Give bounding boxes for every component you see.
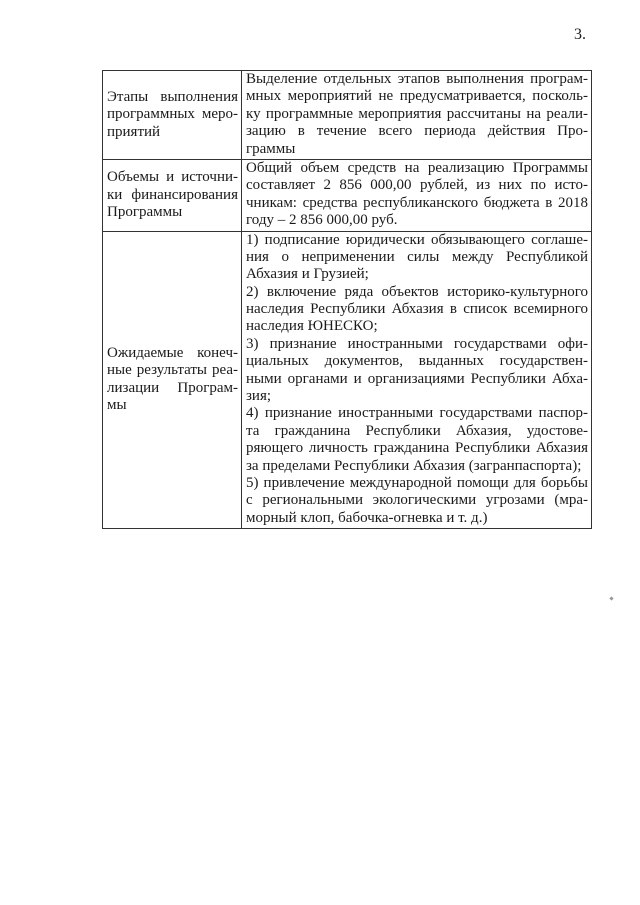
text-line: мных мероприятий не предусматривается, посколь- (246, 88, 588, 105)
text-line: Ожидаемые конеч- (107, 345, 238, 362)
text-line: 4) признание иностранными государствами паспор- (246, 405, 588, 422)
row-content-cell (242, 159, 592, 231)
text-line: приятий (107, 123, 161, 140)
text-line: Объемы и источни- (107, 169, 238, 186)
text-line: составляет 2 856 000,00 рублей, из них по исто- (246, 177, 588, 194)
text-line: году – 2 856 000,00 руб. (246, 212, 398, 229)
text-line: наследия ЮНЕСКО; (246, 318, 378, 335)
text-line: 3) признание иностранными государствами офи- (246, 335, 588, 352)
text-line: зия; (246, 388, 272, 405)
table-row (103, 71, 592, 160)
text-line: зацию в течение всего периода действия Про- (246, 123, 588, 140)
table-row (103, 159, 592, 231)
text-line: циальных документов, выданных государствен- (246, 353, 588, 370)
row-label-cell (103, 71, 242, 160)
program-passport-table (102, 70, 592, 529)
text-line: 1) подписание юридически обязывающего соглаше- (246, 231, 588, 248)
text-line: ния о неприменении силы между Республикой (246, 248, 588, 265)
text-line: мы (107, 397, 127, 414)
text-line: за пределами Республики Абхазия (загранпаспорта); (246, 457, 582, 474)
text-line: ку программные мероприятия рассчитаны на реали- (246, 105, 588, 122)
text-line: Программы (107, 203, 183, 220)
text-line: Выделение отдельных этапов выполнения програм- (246, 71, 588, 87)
text-line: программных меро- (107, 106, 238, 123)
text-line: лизации Програм- (107, 379, 238, 396)
text-line: с региональными экологическими угрозами (мра- (246, 492, 588, 509)
text-line: наследия Республики Абхазия в список всемирного (246, 301, 588, 318)
row-label-cell (103, 159, 242, 231)
text-line: ки финансирования (107, 186, 238, 203)
scan-speck (609, 596, 613, 600)
text-line: граммы (246, 140, 296, 157)
row-content-cell (242, 231, 592, 529)
text-line: ные результаты реа- (107, 362, 238, 379)
text-line: 2) включение ряда объектов историко-культурного (246, 283, 588, 300)
row-label-cell (103, 231, 242, 529)
page-number: 3. (574, 26, 586, 43)
table-row (103, 231, 592, 529)
text-line: морный клоп, бабочка-огневка и т. д.) (246, 509, 488, 526)
text-line: ными органами и организациями Республики Абха- (246, 370, 588, 387)
text-line: та гражданина Республики Абхазия, удостове- (246, 422, 588, 439)
text-line: Абхазия и Грузией; (246, 266, 369, 283)
row-content-cell (242, 71, 592, 160)
text-line: Этапы выполнения (107, 88, 238, 105)
text-line: Общий объем средств на реализацию Программы (246, 159, 588, 176)
text-line: 5) привлечение международной помощи для борьбы (246, 474, 588, 491)
text-line: ряющего личность гражданина Республики Абхазия (246, 440, 588, 457)
text-line: чникам: средства республиканского бюджета в 2018 (246, 194, 588, 211)
